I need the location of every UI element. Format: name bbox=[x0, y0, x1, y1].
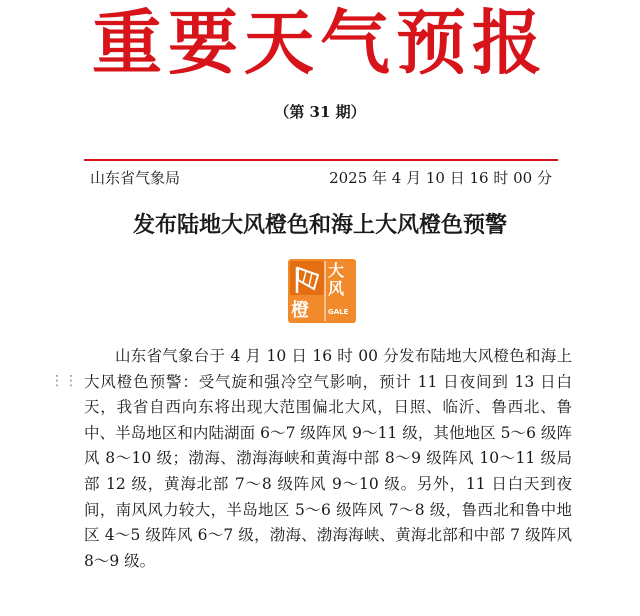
signal-english-label: GALE bbox=[328, 308, 349, 316]
drag-handle-icon[interactable]: ⋮⋮ bbox=[50, 373, 78, 389]
signal-char-cheng: 橙 bbox=[291, 300, 309, 321]
signal-char-da: 大 bbox=[328, 261, 345, 280]
issue-datetime: 2025 年 4 月 10 日 16 时 00 分 bbox=[329, 169, 552, 187]
issuing-agency: 山东省气象局 bbox=[90, 169, 181, 187]
gale-warning-orange-icon bbox=[288, 259, 356, 323]
document-title: 发布陆地大风橙色和海上大风橙色预警 bbox=[132, 212, 507, 238]
signal-char-feng: 风 bbox=[328, 279, 345, 298]
issue-number: （第 31 期） bbox=[274, 103, 366, 121]
warning-body-paragraph: 山东省气象台于 4 月 10 日 16 时 00 分发布陆地大风橙色和海上大风橙色预警：受气旋和强冷空气影响，预计 11 日夜间到 13 日白天，我省自西向东将出现大范围偏北大风，日照、临沂、鲁西北、鲁中、半岛地区和内陆湖面 6～7 级阵风 9～11 级，其他地区 5～6 级阵风 8～10 级；渤海、渤海海峡和黄海中部 8～9 级阵风 10～11 级局部 12 级，黄海北部 7～8 级阵风 9～10 级。另外，11 日白天到夜间，南风风力较大，半岛地区 5～6 级阵风 7～8 级，鲁西北和鲁中地区 4～5 级阵风 6～7 级，渤海、渤海海峡、黄海北部和中部 7 级阵风 8～9 级。 bbox=[84, 347, 572, 570]
red-divider bbox=[84, 159, 558, 161]
masthead-title: 重要天气预报 bbox=[92, 1, 548, 84]
